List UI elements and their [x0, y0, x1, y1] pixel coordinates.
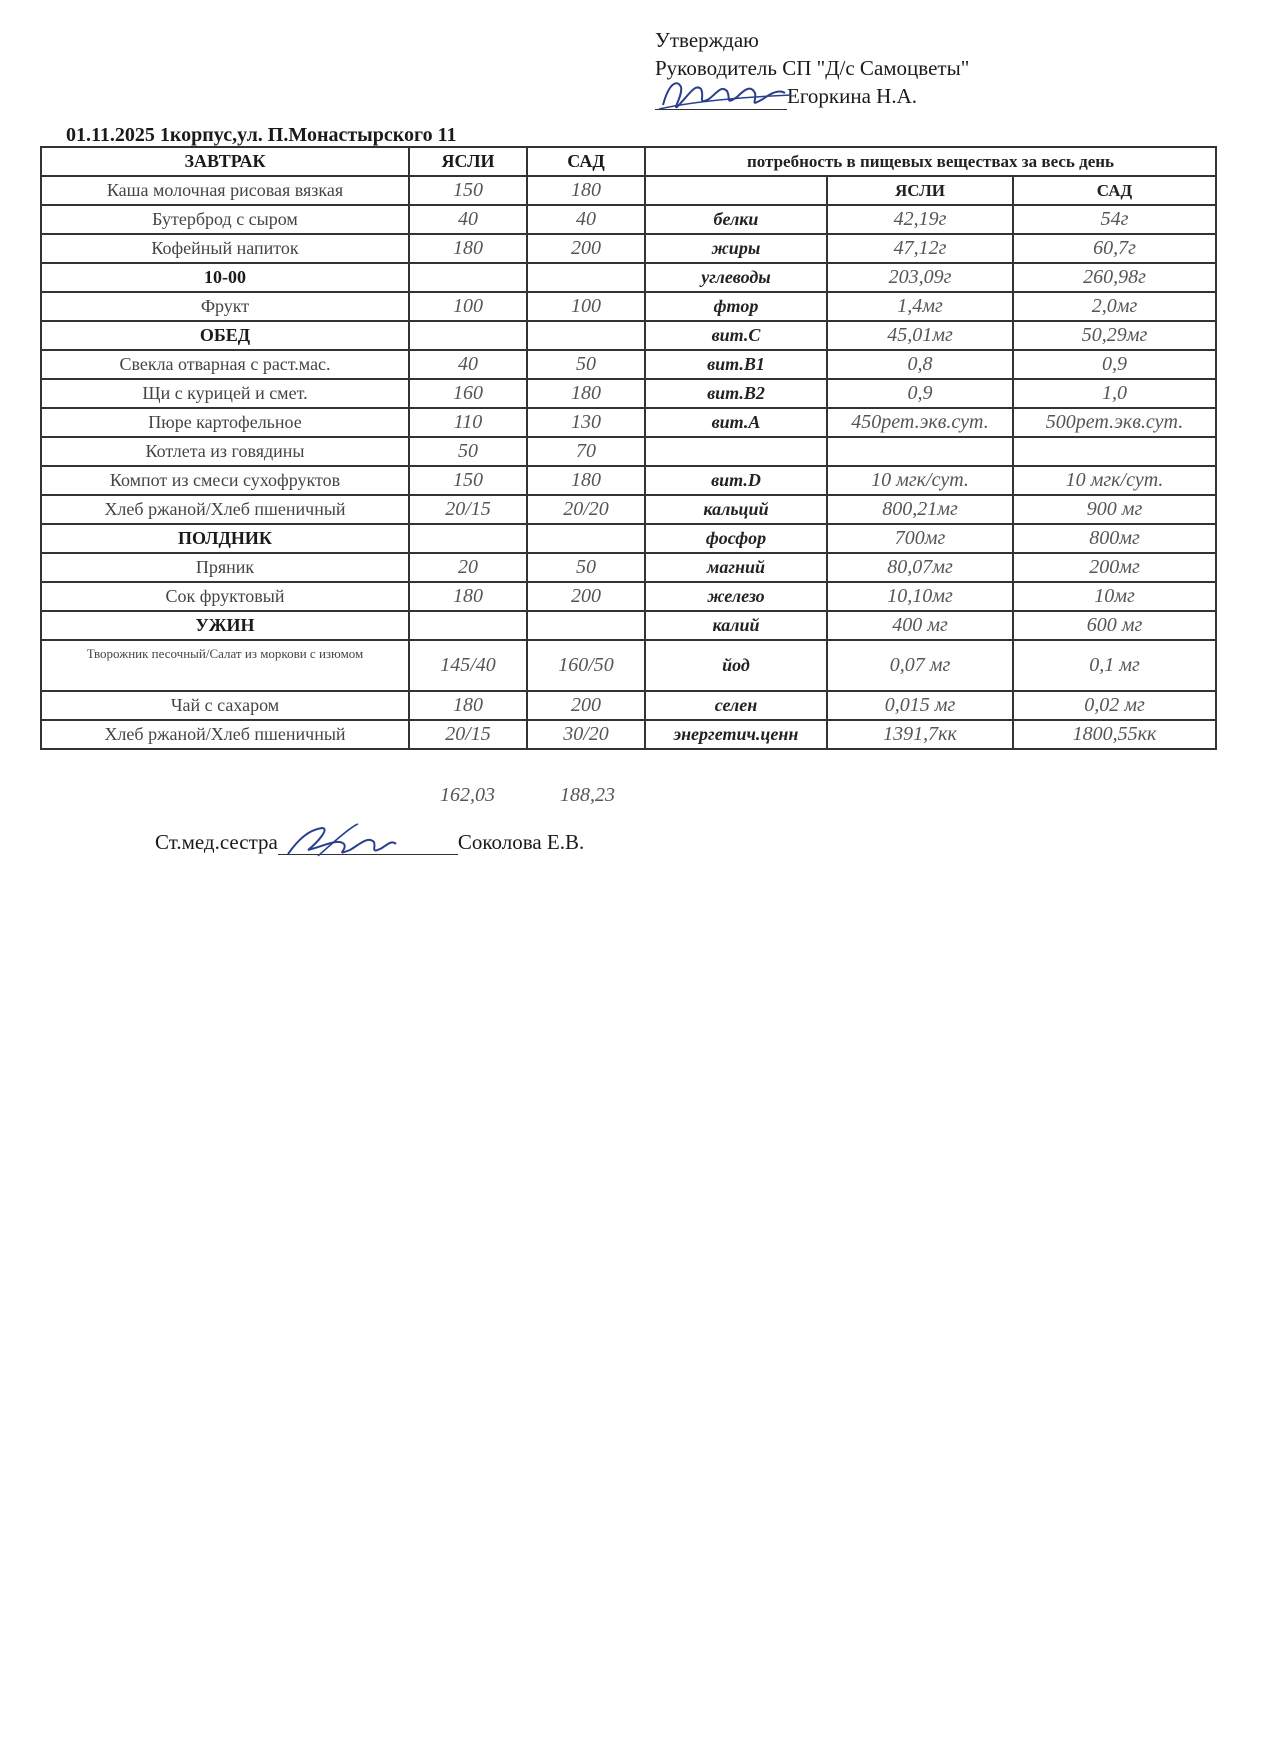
nutrient-name: вит.D	[645, 466, 827, 495]
nutrient-sad: 800мг	[1013, 524, 1216, 553]
document-heading: 01.11.2025 1корпус,ул. П.Монастырского 11	[66, 124, 457, 146]
nutrient-sad: 54г	[1013, 205, 1216, 234]
table-row	[41, 205, 1216, 234]
nutrient-name: фтор	[645, 292, 827, 321]
table-row	[41, 350, 1216, 379]
portion-sad: 180	[527, 466, 645, 495]
nutrient-yasli: 0,015 мг	[827, 691, 1013, 720]
table-row	[41, 466, 1216, 495]
portion-sad: 200	[527, 234, 645, 263]
table-row	[41, 640, 1216, 691]
portion-sad	[527, 263, 645, 292]
portion-yasli: 160	[409, 379, 527, 408]
nutrient-sad: 10мг	[1013, 582, 1216, 611]
portion-sad: 50	[527, 553, 645, 582]
nutrient-yasli: 47,12г	[827, 234, 1013, 263]
portion-sad: 160/50	[527, 640, 645, 691]
nutrition-header-sad: САД	[1013, 176, 1216, 205]
nurse-signature	[278, 834, 458, 855]
portion-yasli: 150	[409, 466, 527, 495]
approval-position: Руководитель СП "Д/с Самоцветы"	[655, 56, 970, 80]
nutrient-yasli: 203,09г	[827, 263, 1013, 292]
dish-name: Бутерброд с сыром	[41, 205, 409, 234]
dish-name: Щи с курицей и смет.	[41, 379, 409, 408]
portion-yasli: 180	[409, 234, 527, 263]
dish-name: Сок фруктовый	[41, 582, 409, 611]
table-row	[41, 437, 1216, 466]
dish-name: ПОЛДНИК	[41, 524, 409, 553]
nutrient-sad: 260,98г	[1013, 263, 1216, 292]
portion-sad: 70	[527, 437, 645, 466]
portion-sad: 100	[527, 292, 645, 321]
dish-name: УЖИН	[41, 611, 409, 640]
nutrient-yasli: 450рет.экв.сут.	[827, 408, 1013, 437]
director-name: Егоркина Н.А.	[787, 84, 917, 108]
nutrient-yasli: 800,21мг	[827, 495, 1013, 524]
portion-sad: 30/20	[527, 720, 645, 749]
nutrient-name	[645, 437, 827, 466]
nutrient-name: кальций	[645, 495, 827, 524]
portion-sad: 200	[527, 582, 645, 611]
dish-name: Хлеб ржаной/Хлеб пшеничный	[41, 720, 409, 749]
dish-name: Фрукт	[41, 292, 409, 321]
dish-name: Кофейный напиток	[41, 234, 409, 263]
nutrient-name: энергетич.ценн	[645, 720, 827, 749]
table-row	[41, 176, 1216, 205]
portion-yasli: 110	[409, 408, 527, 437]
nutrient-name: вит.С	[645, 321, 827, 350]
nutrient-name: селен	[645, 691, 827, 720]
nutrient-yasli: 0,07 мг	[827, 640, 1013, 691]
portion-yasli	[409, 611, 527, 640]
portion-yasli: 40	[409, 205, 527, 234]
approval-title: Утверждаю	[655, 28, 759, 52]
table-row	[41, 691, 1216, 720]
nutrient-name: белки	[645, 205, 827, 234]
table-row	[41, 379, 1216, 408]
nutrient-name: вит.А	[645, 408, 827, 437]
dish-name: Свекла отварная с раст.мас.	[41, 350, 409, 379]
table-row	[41, 524, 1216, 553]
header-yasli: ЯСЛИ	[409, 147, 527, 176]
nutrient-name: вит.В2	[645, 379, 827, 408]
nutrient-sad: 1800,55кк	[1013, 720, 1216, 749]
table-row	[41, 234, 1216, 263]
nurse-title: Ст.мед.сестра	[155, 830, 278, 854]
nutrient-name: железо	[645, 582, 827, 611]
dish-name: ОБЕД	[41, 321, 409, 350]
menu-table	[40, 146, 1217, 750]
nutrient-yasli: 80,07мг	[827, 553, 1013, 582]
portion-yasli: 20/15	[409, 495, 527, 524]
portion-sad	[527, 524, 645, 553]
nurse-name: Соколова Е.В.	[457, 830, 585, 854]
nutrient-name: фосфор	[645, 524, 827, 553]
portion-yasli: 180	[409, 582, 527, 611]
dish-name: Котлета из говядины	[41, 437, 409, 466]
dish-name: Пюре картофельное	[41, 408, 409, 437]
nutrient-name	[645, 176, 827, 205]
nutrient-sad: 60,7г	[1013, 234, 1216, 263]
dish-name: 10-00	[41, 263, 409, 292]
portion-sad	[527, 321, 645, 350]
nutrient-sad: 0,02 мг	[1013, 691, 1216, 720]
dish-name: Творожник песочный/Салат из моркови с изюмом	[41, 640, 409, 691]
portion-sad: 200	[527, 691, 645, 720]
portion-yasli	[409, 263, 527, 292]
nutrient-yasli: 700мг	[827, 524, 1013, 553]
nutrient-name: калий	[645, 611, 827, 640]
portion-sad: 20/20	[527, 495, 645, 524]
nutrient-sad: 600 мг	[1013, 611, 1216, 640]
portion-yasli: 50	[409, 437, 527, 466]
table-row	[41, 582, 1216, 611]
table-row	[41, 611, 1216, 640]
nutrient-name: жиры	[645, 234, 827, 263]
director-signature	[655, 89, 787, 110]
portion-sad: 40	[527, 205, 645, 234]
portion-yasli	[409, 524, 527, 553]
total-sad: 188,23	[560, 784, 615, 806]
nutrient-yasli: 0,9	[827, 379, 1013, 408]
nutrient-sad: 10 мгк/сут.	[1013, 466, 1216, 495]
nurse-signature-block	[155, 830, 584, 855]
nutrient-sad: 50,29мг	[1013, 321, 1216, 350]
nutrient-yasli: 42,19г	[827, 205, 1013, 234]
approval-signature-line	[655, 82, 969, 110]
nutrient-yasli: 1,4мг	[827, 292, 1013, 321]
nutrient-sad: 1,0	[1013, 379, 1216, 408]
nutrient-sad	[1013, 437, 1216, 466]
nutrition-header-yasli: ЯСЛИ	[827, 176, 1013, 205]
portion-yasli: 145/40	[409, 640, 527, 691]
table-row	[41, 720, 1216, 749]
portion-yasli: 150	[409, 176, 527, 205]
nutrient-sad: 200мг	[1013, 553, 1216, 582]
portion-yasli	[409, 321, 527, 350]
nutrient-name: углеводы	[645, 263, 827, 292]
nutrient-sad: 2,0мг	[1013, 292, 1216, 321]
total-yasli: 162,03	[440, 784, 495, 806]
nutrient-sad: 0,1 мг	[1013, 640, 1216, 691]
dish-name: Компот из смеси сухофруктов	[41, 466, 409, 495]
dish-name: Пряник	[41, 553, 409, 582]
table-row	[41, 495, 1216, 524]
portion-sad	[527, 611, 645, 640]
nutrient-sad: 900 мг	[1013, 495, 1216, 524]
header-meal: ЗАВТРАК	[41, 147, 409, 176]
nutrient-yasli: 400 мг	[827, 611, 1013, 640]
dish-name: Хлеб ржаной/Хлеб пшеничный	[41, 495, 409, 524]
nutrient-yasli: 45,01мг	[827, 321, 1013, 350]
header-needs: потребность в пищевых веществах за весь день	[645, 147, 1216, 176]
header-sad: САД	[527, 147, 645, 176]
portion-sad: 180	[527, 176, 645, 205]
nutrient-name: вит.В1	[645, 350, 827, 379]
nutrient-name: йод	[645, 640, 827, 691]
portion-sad: 50	[527, 350, 645, 379]
portion-sad: 130	[527, 408, 645, 437]
portion-yasli: 20/15	[409, 720, 527, 749]
portion-yasli: 100	[409, 292, 527, 321]
nutrient-yasli: 0,8	[827, 350, 1013, 379]
nutrient-sad: 0,9	[1013, 350, 1216, 379]
table-row	[41, 553, 1216, 582]
nutrient-yasli	[827, 437, 1013, 466]
portion-sad: 180	[527, 379, 645, 408]
dish-name: Чай с сахаром	[41, 691, 409, 720]
dish-name: Каша молочная рисовая вязкая	[41, 176, 409, 205]
portion-yasli: 180	[409, 691, 527, 720]
nutrient-yasli: 10,10мг	[827, 582, 1013, 611]
portion-yasli: 40	[409, 350, 527, 379]
table-row	[41, 321, 1216, 350]
menu-header-row	[41, 147, 1216, 176]
nutrient-yasli: 1391,7кк	[827, 720, 1013, 749]
nutrient-name: магний	[645, 553, 827, 582]
table-row	[41, 408, 1216, 437]
portion-yasli: 20	[409, 553, 527, 582]
nutrient-yasli: 10 мгк/сут.	[827, 466, 1013, 495]
table-row	[41, 292, 1216, 321]
nutrient-sad: 500рет.экв.сут.	[1013, 408, 1216, 437]
approval-block	[655, 26, 969, 110]
table-row	[41, 263, 1216, 292]
